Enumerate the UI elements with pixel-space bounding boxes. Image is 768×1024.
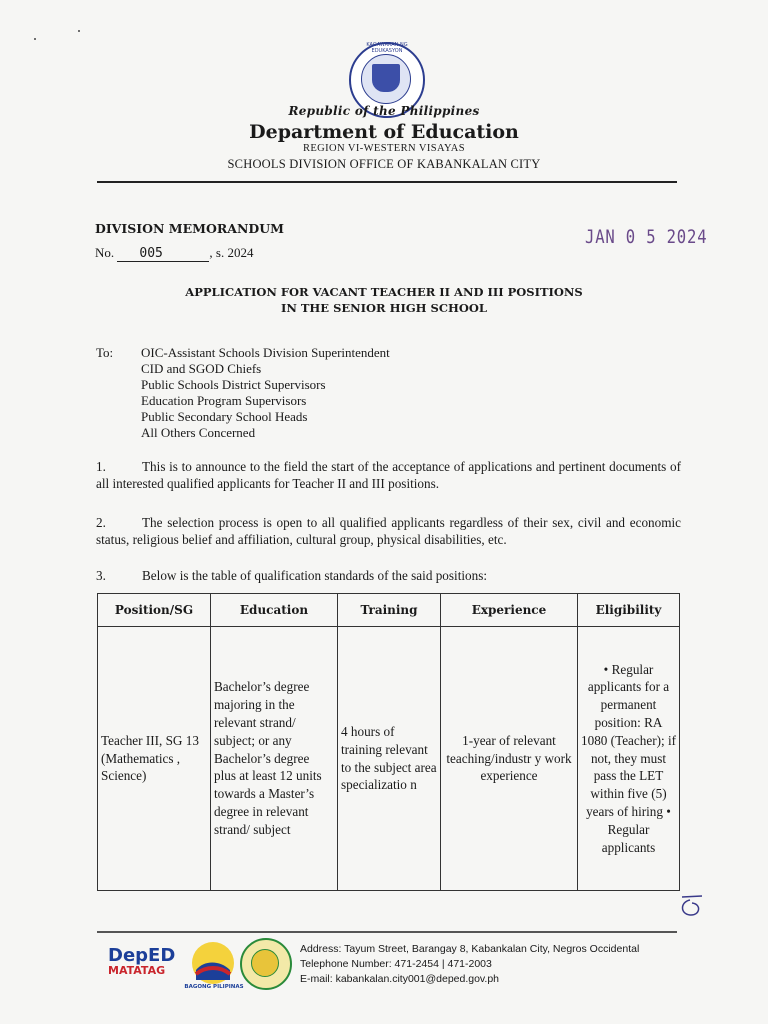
memo-subject <box>0 284 768 316</box>
memo-number-line <box>95 245 253 262</box>
bagong-pilipinas-text: BAGONG PILIPINAS <box>184 984 244 990</box>
paragraph-text: The selection process is open to all qualified applicants regardless of their sex, civil and economic status, religious belief and affiliation, cultural group, physical disabilities, etc. <box>96 515 681 547</box>
memo-label: DIVISION MEMORANDUM <box>95 221 284 236</box>
recipient-item: Public Secondary School Heads <box>141 409 308 424</box>
division-seal-inner <box>251 949 279 977</box>
paragraph-number: 3. <box>96 568 106 583</box>
footer-contact <box>300 942 639 987</box>
paragraph-text: Below is the table of qualification standards of the said positions: <box>142 568 488 583</box>
paragraph-1 <box>96 459 681 492</box>
cell-education: Bachelor’s degree majoring in the relevant strand/ subject; or any Bachelor’s degree plus at least 12 units towards a Master’s degree in relevant strand/ subject <box>211 627 338 891</box>
table-header-row <box>98 594 680 627</box>
column-header-experience: Experience <box>441 594 578 627</box>
republic-line: Republic of the Philippines <box>288 104 480 118</box>
division-seal <box>240 938 292 990</box>
paragraph-3 <box>96 568 681 585</box>
matatag-logo-text: MATATAG <box>108 964 166 977</box>
recipient-item: OIC-Assistant Schools Division Superintendent <box>141 345 390 360</box>
column-header-training: Training <box>338 594 441 627</box>
recipient-item: CID and SGOD Chiefs <box>141 361 262 376</box>
recipients-label: To: <box>96 345 114 360</box>
deped-logo-text: DepED <box>108 945 176 966</box>
column-header-education: Education <box>211 594 338 627</box>
recipients-list <box>141 345 390 441</box>
table-row <box>98 627 680 891</box>
subject-line-2: IN THE SENIOR HIGH SCHOOL <box>280 301 487 315</box>
cell-training: 4 hours of training relevant to the subject area specializatio n <box>338 627 441 891</box>
header-divider <box>97 181 677 183</box>
qualification-table <box>97 593 680 891</box>
column-header-position: Position/SG <box>98 594 211 627</box>
paragraph-number: 1. <box>96 459 106 474</box>
initials-signature <box>676 894 706 918</box>
seal-text: KAGAWARAN NG EDUKASYON <box>366 42 408 54</box>
memo-number: 005 <box>117 246 209 262</box>
scan-speck <box>78 30 80 32</box>
paragraph-2 <box>96 515 681 548</box>
deped-matatag-logo <box>108 945 174 977</box>
column-header-eligibility: Eligibility <box>578 594 680 627</box>
cell-position: Teacher III, SG 13 (Mathematics , Science) <box>98 627 211 891</box>
recipient-item: All Others Concerned <box>141 425 256 440</box>
memo-series: , s. 2024 <box>209 245 254 260</box>
department-title: Department of Education <box>249 121 519 143</box>
cell-experience: 1-year of relevant teaching/industr y work experience <box>441 627 578 891</box>
shield-icon <box>372 64 400 92</box>
memo-no-prefix: No. <box>95 245 115 260</box>
footer-telephone: Telephone Number: 471-2454 | 471-2003 <box>300 958 492 970</box>
subject-line-1: APPLICATION FOR VACANT TEACHER II AND III POSITIONS <box>185 285 583 299</box>
cell-eligibility: • Regular applicants for a permanent position: RA 1080 (Teacher); if not, they must pass the LET within five (5) years of hiring • Regular applicants <box>578 627 680 891</box>
footer-email: E-mail: kabankalan.city001@deped.gov.ph <box>300 973 500 985</box>
date-stamp: JAN 0 5 2024 <box>585 226 708 248</box>
recipient-item: Public Schools District Supervisors <box>141 377 326 392</box>
bagong-pilipinas-logo <box>190 940 236 986</box>
footer-divider <box>97 931 677 933</box>
division-office-line: SCHOOLS DIVISION OFFICE OF KABANKALAN CITY <box>227 157 541 171</box>
seal-inner-ring <box>361 54 411 104</box>
recipient-item: Education Program Supervisors <box>141 393 307 408</box>
region-line: REGION VI-WESTERN VISAYAS <box>302 143 466 154</box>
scan-speck <box>34 38 36 40</box>
paragraph-number: 2. <box>96 515 106 530</box>
footer-address: Address: Tayum Street, Barangay 8, Kabankalan City, Negros Occidental <box>300 943 640 955</box>
paragraph-text: This is to announce to the field the start of the acceptance of applications and pertinent documents of all interested qualified applicants for Teacher II and III positions. <box>96 459 681 491</box>
